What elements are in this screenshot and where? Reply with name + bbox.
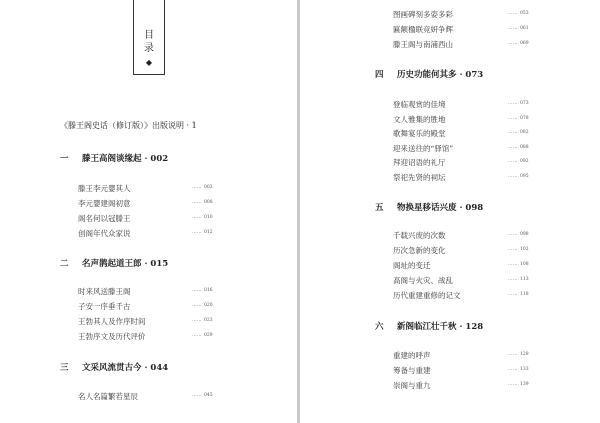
toc-entry[interactable]: 子安一序垂千古 bbox=[78, 302, 131, 311]
toc-entry-page: …… 023 bbox=[192, 318, 213, 323]
toc-entry-page: …… 003 bbox=[192, 185, 213, 190]
chapter-number: 三 bbox=[60, 363, 69, 373]
toc-entry-page: …… 139 bbox=[508, 382, 529, 387]
toc-entry-page: …… 016 bbox=[192, 288, 213, 293]
toc-entry-page: …… 102 bbox=[508, 247, 529, 252]
toc-entry-page: …… 012 bbox=[192, 230, 213, 235]
chapter-heading[interactable] bbox=[60, 361, 168, 373]
toc-entry[interactable]: 阁名何以冠滕王 bbox=[78, 214, 131, 223]
contents-title-char-2: 录 bbox=[144, 43, 154, 54]
toc-entry[interactable]: 歌舞宴乐的殿堂 bbox=[393, 129, 446, 138]
toc-entry-page: …… 073 bbox=[508, 101, 529, 106]
chapter-heading[interactable] bbox=[375, 68, 483, 80]
chapter-number: 六 bbox=[375, 322, 384, 332]
chapter-title: 历史功能何其多 bbox=[397, 70, 457, 80]
toc-entry-page: …… 092 bbox=[508, 159, 529, 164]
toc-entry[interactable]: 筹备与重建 bbox=[393, 366, 431, 375]
toc-entry-page: …… 061 bbox=[508, 26, 529, 31]
toc-entry-page: …… 118 bbox=[508, 292, 529, 297]
chapter-page: · 015 bbox=[144, 259, 169, 269]
toc-entry[interactable]: 李元婴建阁初意 bbox=[78, 199, 131, 208]
preface-entry[interactable]: 《滕王阁史话（修订版）》出版说明 · 1 bbox=[60, 121, 197, 130]
contents-title-box bbox=[133, 0, 165, 75]
toc-entry-page: …… 008 bbox=[192, 200, 213, 205]
toc-entry[interactable]: 阁址的变迁 bbox=[393, 261, 431, 270]
toc-entry[interactable]: 时来风送滕王阁 bbox=[78, 287, 131, 296]
toc-entry[interactable]: 迎来送往的“驿馆” bbox=[393, 144, 454, 153]
chapter-page: · 002 bbox=[144, 154, 169, 164]
diamond-icon: ◆ bbox=[145, 58, 153, 67]
toc-entry[interactable]: 王勃其人及作序时间 bbox=[78, 317, 146, 326]
toc-entry-page: …… 129 bbox=[508, 352, 529, 357]
contents-title-char-1: 目 bbox=[144, 30, 154, 41]
toc-entry[interactable]: 创阁年代众家说 bbox=[78, 229, 131, 238]
toc-entry[interactable]: 登临观赏的佳境 bbox=[393, 100, 446, 109]
toc-entry[interactable]: 匾额楹联竞妍争辉 bbox=[393, 25, 453, 34]
chapter-title: 名声鹊起道王郎 bbox=[82, 259, 142, 269]
toc-entry[interactable]: 图画碑刻多姿多彩 bbox=[393, 10, 453, 19]
chapter-page: · 044 bbox=[144, 363, 169, 373]
toc-entry-page: …… 108 bbox=[508, 262, 529, 267]
toc-entry[interactable]: 滕王阁与南浦西山 bbox=[393, 40, 453, 49]
left-page bbox=[0, 0, 298, 423]
toc-entry[interactable]: 历次急新的变化 bbox=[393, 246, 446, 255]
chapter-page: · 128 bbox=[459, 322, 484, 332]
toc-entry-page: …… 053 bbox=[508, 11, 529, 16]
chapter-page: · 098 bbox=[459, 203, 484, 213]
chapter-number: 二 bbox=[60, 259, 69, 269]
toc-entry[interactable]: 千载兴废的次数 bbox=[393, 231, 446, 240]
toc-entry-page: …… 082 bbox=[508, 130, 529, 135]
toc-entry[interactable]: 重建的呼声 bbox=[393, 351, 431, 360]
toc-entry-page: …… 069 bbox=[508, 41, 529, 46]
toc-entry-page: …… 078 bbox=[508, 116, 529, 121]
chapter-title: 新阁临江壮千秋 bbox=[397, 322, 457, 332]
toc-entry[interactable]: 历代重建重修的记文 bbox=[393, 291, 461, 300]
toc-entry-page: …… 088 bbox=[508, 145, 529, 150]
toc-entry-page: …… 133 bbox=[508, 367, 529, 372]
toc-entry[interactable]: 高阁与火灾、战乱 bbox=[393, 276, 453, 285]
toc-entry-page: …… 113 bbox=[508, 277, 529, 282]
toc-entry[interactable]: 拜迎诏语的礼厅 bbox=[393, 158, 446, 167]
chapter-number: 四 bbox=[375, 70, 384, 80]
toc-entry[interactable]: 祭祀先贤的祠坛 bbox=[393, 173, 446, 182]
chapter-title: 物换星移话兴废 bbox=[397, 203, 457, 213]
chapter-heading[interactable] bbox=[60, 257, 168, 269]
right-page bbox=[300, 0, 600, 423]
chapter-number: 一 bbox=[60, 154, 69, 164]
chapter-heading[interactable] bbox=[375, 201, 483, 213]
toc-entry-page: …… 095 bbox=[508, 174, 529, 179]
chapter-heading[interactable] bbox=[60, 152, 168, 164]
toc-entry[interactable]: 王勃序文及历代评价 bbox=[78, 332, 146, 341]
chapter-title: 文采风流贯古今 bbox=[82, 363, 142, 373]
toc-entry-page: …… 098 bbox=[508, 232, 529, 237]
toc-entry[interactable]: 文人雅集的胜地 bbox=[393, 115, 446, 124]
toc-entry[interactable]: 滕王李元婴其人 bbox=[78, 184, 131, 193]
toc-entry-page: …… 010 bbox=[192, 215, 213, 220]
toc-entry[interactable]: 崇阁与重九 bbox=[393, 381, 431, 390]
chapter-heading[interactable] bbox=[375, 320, 483, 332]
toc-entry-page: …… 029 bbox=[192, 333, 213, 338]
toc-entry-page: …… 020 bbox=[192, 303, 213, 308]
chapter-title: 滕王高阁谈缘起 bbox=[82, 154, 142, 164]
chapter-page: · 073 bbox=[459, 70, 484, 80]
toc-entry-page: …… 045 bbox=[192, 393, 213, 398]
chapter-number: 五 bbox=[375, 203, 384, 213]
toc-entry[interactable]: 名人名篇繁若星辰 bbox=[78, 392, 138, 401]
